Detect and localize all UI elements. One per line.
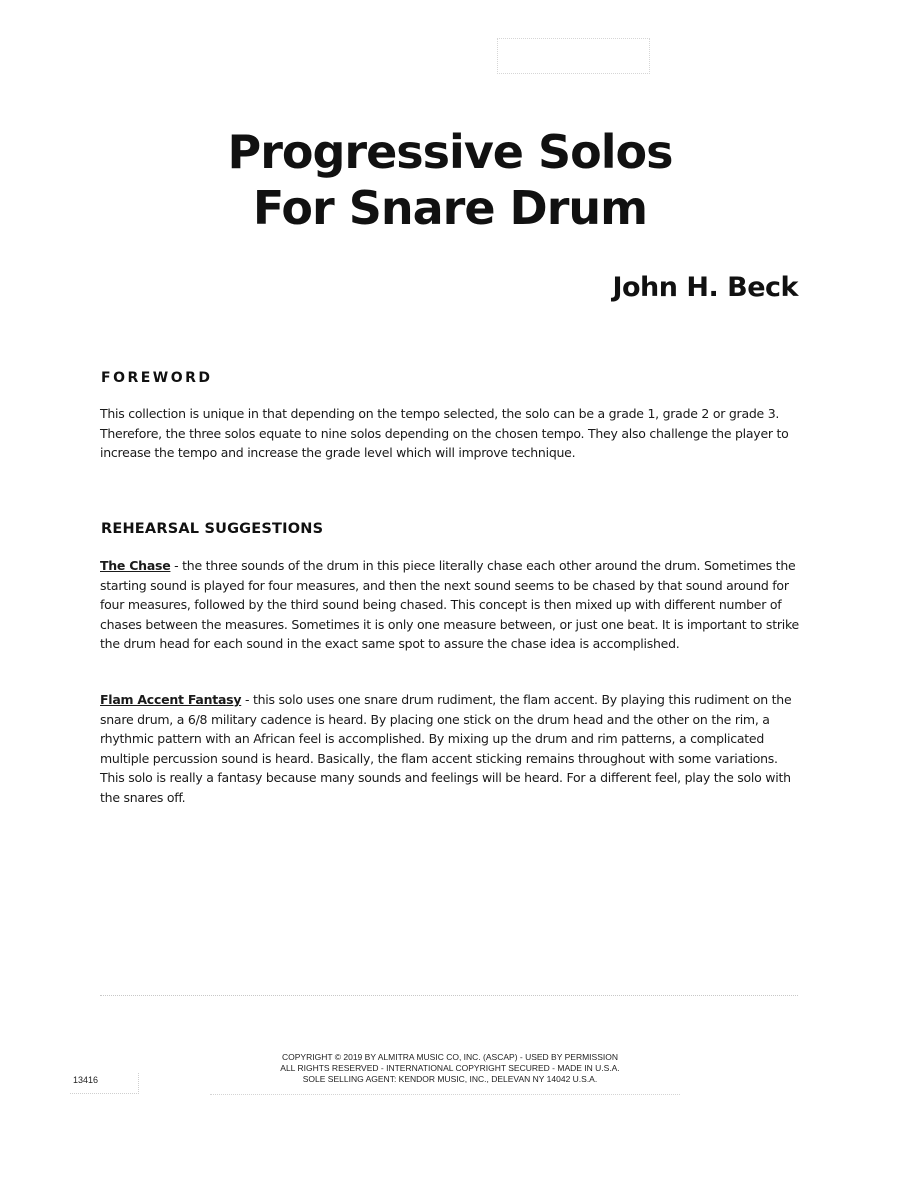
top-placeholder-box xyxy=(497,38,650,74)
copyright-line-1: COPYRIGHT © 2019 BY ALMITRA MUSIC CO, INC. (ASCAP) - USED BY PERMISSION xyxy=(282,1052,618,1062)
chase-term: The Chase xyxy=(100,558,171,573)
copyright-line-3: SOLE SELLING AGENT: KENDOR MUSIC, INC., DELEVAN NY 14042 U.S.A. xyxy=(302,1074,598,1084)
page-title xyxy=(0,124,900,236)
foreword-heading: FOREWORD xyxy=(101,370,213,386)
title-line-1: Progressive Solos xyxy=(227,125,673,179)
flam-accent-description: - this solo uses one snare drum rudiment, the flam accent. By playing this rudiment on the snare drum, a 6/8 military cadence is heard. By placing one stick on the drum head and the other on the rim, a rhythmic pattern with an African feel is accomplished. By mixing up the drum and rim patterns, a complicated multiple percussion sound is heard. Basically, the flam accent sticking remains throughout with some variations. This solo is really a fantasy because many sounds and feelings will be heard. For a different feel, play the solo with the snares off. xyxy=(100,692,792,805)
bottom-dotted-rule xyxy=(210,1094,680,1095)
footer-divider xyxy=(100,995,798,996)
copyright-line-2: ALL RIGHTS RESERVED - INTERNATIONAL COPYRIGHT SECURED - MADE IN U.S.A. xyxy=(280,1063,620,1073)
composer-name: John H. Beck xyxy=(612,272,798,303)
catalog-number: 13416 xyxy=(73,1075,99,1085)
copyright-notice xyxy=(200,1052,700,1085)
title-line-2: For Snare Drum xyxy=(252,181,648,235)
chase-paragraph xyxy=(100,556,800,654)
flam-accent-paragraph xyxy=(100,690,800,807)
chase-description: - the three sounds of the drum in this piece literally chase each other around the drum. Sometimes the starting sound is played for four measures, and then the next sound seems to be chased by that sound around for four measures, followed by the third sound being chased. This concept is then mixed up with different number of chases between the measures. Sometimes it is only one measure between, or just one beat. It is important to strike the drum head for each sound in the exact same spot to assure the chase idea is accomplished. xyxy=(100,558,799,651)
foreword-paragraph: This collection is unique in that depending on the tempo selected, the solo can be a grade 1, grade 2 or grade 3. Therefore, the three solos equate to nine solos depending on the chosen tempo. They also challenge the player to increase the tempo and increase the grade level which will improve technique. xyxy=(100,406,789,460)
rehearsal-heading: REHEARSAL SUGGESTIONS xyxy=(101,521,324,537)
flam-accent-term: Flam Accent Fantasy xyxy=(100,692,242,707)
